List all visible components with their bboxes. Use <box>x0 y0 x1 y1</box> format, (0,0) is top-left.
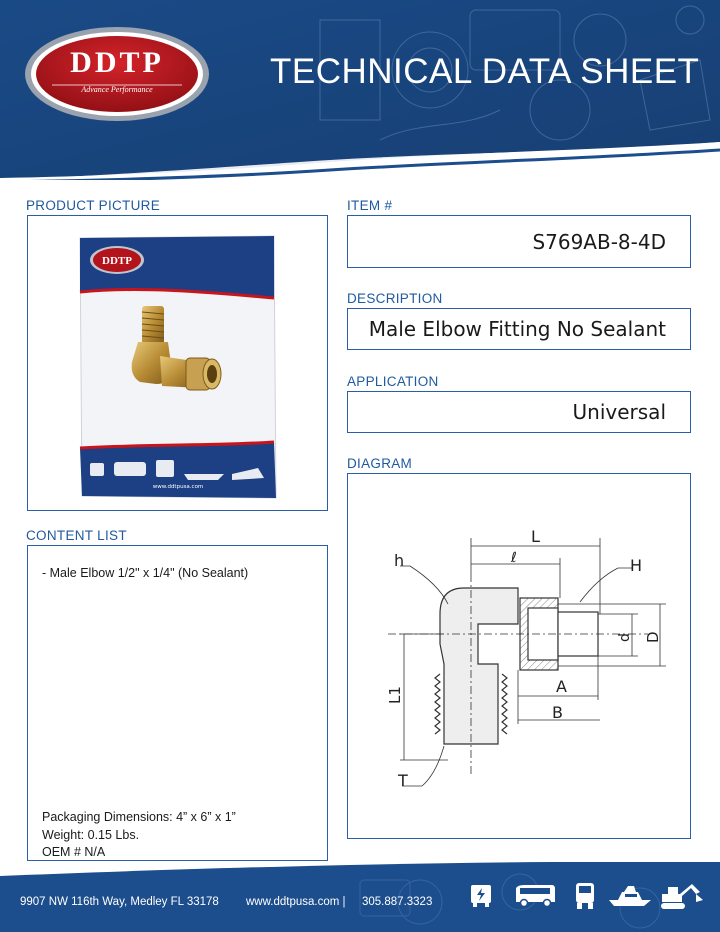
fitting-diagram <box>348 474 690 838</box>
weight: Weight: 0.15 Lbs. <box>42 828 140 842</box>
dim-B: B <box>552 703 563 722</box>
content-item: - Male Elbow 1/2" x 1/4" (No Sealant) <box>42 566 249 580</box>
application-value: Universal <box>572 400 666 424</box>
dim-L: L <box>531 527 540 546</box>
footer-banner <box>0 862 720 932</box>
footer-address: 9907 NW 116th Way, Medley FL 33178 <box>20 896 219 908</box>
dim-D: D <box>644 631 662 643</box>
description-value: Male Elbow Fitting No Sealant <box>368 317 666 341</box>
item-number-box <box>347 215 691 268</box>
footer-phone: 305.887.3323 <box>362 896 433 908</box>
dim-d: d <box>617 633 633 642</box>
bag-website: www.ddtpusa.com <box>152 484 204 490</box>
content-list-box <box>27 545 328 861</box>
dim-L1: L1 <box>386 686 404 704</box>
item-number: S769AB-8-4D <box>532 229 666 254</box>
application-box <box>347 391 691 433</box>
diagram-label: DIAGRAM <box>347 456 413 471</box>
page-title: TECHNICAL DATA SHEET <box>270 52 700 91</box>
application-label: APPLICATION <box>347 374 439 389</box>
oem-number: OEM # N/A <box>42 845 106 859</box>
truck-icon <box>574 882 596 910</box>
dim-A: A <box>556 677 567 696</box>
packaging-dimensions: Packaging Dimensions: 4” x 6” x 1” <box>42 810 236 824</box>
bus-icon <box>514 884 556 908</box>
logo-tagline: Advance Performance <box>81 85 153 94</box>
dim-T: T <box>398 771 408 790</box>
description-box <box>347 308 691 350</box>
item-label: ITEM # <box>347 198 393 213</box>
boat-icon <box>608 884 652 908</box>
excavator-icon <box>660 882 704 910</box>
dim-l: ℓ <box>511 550 517 566</box>
logo-text: DDTP <box>70 46 164 79</box>
footer-website[interactable]: www.ddtpusa.com | <box>246 896 346 908</box>
header-banner <box>0 0 720 180</box>
generator-icon <box>470 884 492 908</box>
product-image <box>28 216 327 510</box>
dim-h: h <box>394 551 405 570</box>
diagram-box <box>347 473 691 839</box>
description-label: DESCRIPTION <box>347 291 443 306</box>
product-picture-box <box>27 215 328 511</box>
content-list-label: CONTENT LIST <box>26 528 127 543</box>
product-picture-label: PRODUCT PICTURE <box>26 198 161 213</box>
svg-text:DDTP: DDTP <box>102 255 132 267</box>
dim-H: H <box>630 556 643 575</box>
